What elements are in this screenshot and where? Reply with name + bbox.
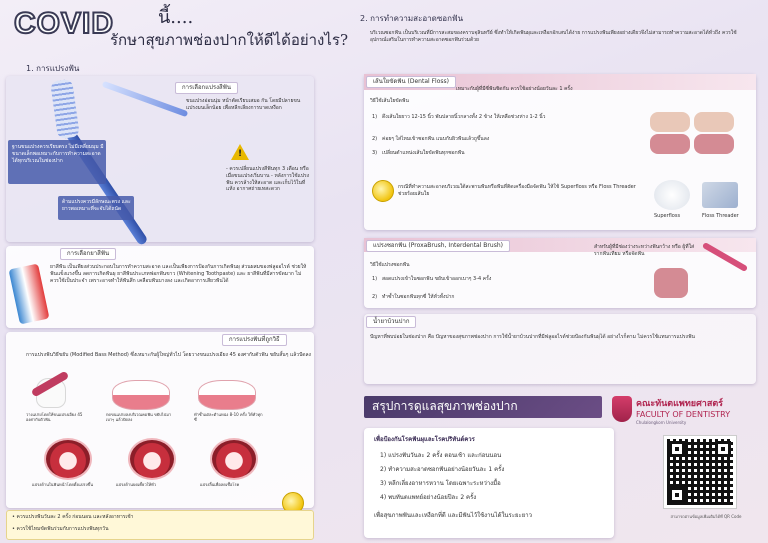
interdental-num-1: 1) — [372, 276, 378, 282]
method-step-3: ทำซ้ำแต่ละตำแหน่ง 8-10 ครั้ง ให้ทั่วทุกซี่ — [194, 412, 263, 423]
floss-num-3: 3) — [372, 150, 378, 156]
floss-step-3: เปลี่ยนตำแหน่งเส้นใยขัดฟันทุกซอกฟัน — [382, 150, 465, 156]
floss-tag: เส้นใยขัดฟัน (Dental Floss) — [366, 76, 456, 88]
threader-label: Floss Threader — [702, 213, 739, 219]
summary-item-2: 2) ทำความสะอาดซอกฟันอย่างน้อยวันละ 1 ครั้ง — [380, 466, 505, 473]
method-text: การแปรงฟันวิธีขยับ (Modified Bass Method) ซึ่งเหมาะกับผู้ใหญ่ทั่วไป โดยวางขนแปรงเอียง 45 องศากับตัวฟัน ขยับสั้นๆ แล้วปัดลง — [26, 352, 311, 358]
floss-step-2: ค่อยๆ ใส่ไหมเข้าซอกฟัน แนบกับผิวฟันแล้วถูขึ้นลง — [382, 136, 490, 142]
warning-text: - ควรเปลี่ยนแปรงสีฟันทุก 3 เดือน หรือ เมื่อขนแปรงเริ่มบาน - หลังการใช้แปรงฟัน ควรล้างให้สะอาด และเก็บไว้ในที่แห้ง อากาศถ่ายเทสะดวก — [226, 166, 310, 193]
summary-item-4: 4) พบทันตแพทย์อย่างน้อยปีละ 2 ครั้ง — [380, 494, 477, 501]
interdental-tag: แปรงซอกฟัน (ProxaBrush, Interdental Brush) — [366, 240, 510, 252]
warning-exclamation: ! — [238, 149, 243, 159]
summary-item-1: 1) แปรงฟันวันละ 2 ครั้ง ตอนเช้า และก่อนนอน — [380, 452, 502, 459]
teeth-diagram-3 — [198, 380, 256, 410]
mouth-diagram-6 — [210, 438, 258, 480]
interdental-step-2: ทำซ้ำในซอกฟันทุกซี่ ให้ทั่วทั้งปาก — [382, 294, 455, 300]
method-step-6: แปรงลิ้นเพื่อลดเชื้อโรค — [200, 482, 240, 487]
floss-teeth-photo — [694, 134, 734, 154]
summary-box-head: เพื่อป้องกันโรคฟันผุและโรคปริทันต์ควร — [374, 436, 475, 443]
brush-handle-text: ด้ามแปรงควรมีลักษณะตรง และ ยาวพอเหมาะที่จะจับได้ถนัด — [62, 199, 131, 212]
method-step-5: แปรงด้านบดเคี้ยวให้ทั่ว — [116, 482, 157, 487]
summary-title: สรุปการดูแลสุขภาพช่องปาก — [372, 399, 518, 413]
mouthwash-tag: น้ำยาบ้วนปาก — [366, 316, 416, 328]
floss-num-2: 2) — [372, 136, 378, 142]
choose-brush-tag: การเลือกแปรงสีฟัน — [175, 82, 238, 94]
mouth-diagram-4 — [44, 438, 92, 480]
method-step-1: วางแปรงโดยให้ขนแปรงเอียง 45 องศากับตัวฟัน — [26, 412, 83, 423]
method-step-2: กดขนแปรงลงบริเวณคอฟัน ขยับไปมาเบาๆ แล้วปัดลง — [106, 412, 172, 423]
toothpaste-panel — [6, 246, 314, 328]
floss-tip-bulb-icon — [372, 180, 394, 202]
page-subtitle: รักษาสุขภาพช่องปากให้ดีได้อย่างไร? — [110, 31, 349, 49]
superfloss-image — [654, 180, 690, 210]
qr-finder-top-right — [715, 441, 731, 457]
mouthwash-text: ปัญหาที่พบบ่อยในช่องปาก คือ ปัญหาของสุขภาพช่องปาก การใช้น้ำยาบ้วนปากที่มีฟลูออไรด์ช่วยป้องกันฟันผุได้ อย่างไรก็ตาม ไม่ควรใช้แทนการแปรงฟัน — [370, 334, 695, 340]
interdental-desc: สำหรับผู้ที่มีช่องว่างระหว่างฟันกว้าง หรือ ผู้ที่ใส่รากฟันเทียม หรือจัดฟัน — [594, 244, 695, 257]
interdental-how: วิธีใช้แปรงซอกฟัน — [370, 262, 410, 268]
floss-desc: เหมาะกับผู้ที่มีซี่ฟันชิดกัน ควรใช้อย่างน้อยวันละ 1 ครั้ง — [456, 86, 573, 92]
university-name: Chulalongkorn University — [636, 420, 687, 425]
summary-closing: เพื่อสุขภาพฟันและเหงือกที่ดี และมีฟันไว้ใช้งานได้ในระยะยาว — [374, 512, 532, 519]
qr-finder-bottom-left — [669, 487, 685, 503]
floss-tip: กรณีที่ทำความสะอาดบริเวณใต้สะพานฟันหรือฟันที่ติดเครื่องมือจัดฟัน ให้ใช้ Superfloss หรือ Floss Threader ช่วยร้อยเส้นใย — [398, 184, 636, 197]
title-covid: COVID — [14, 7, 115, 40]
interdental-num-2: 2) — [372, 294, 378, 300]
interdental-teeth-photo — [654, 268, 688, 298]
teeth-diagram-2 — [112, 380, 170, 410]
faculty-name-th: คณะทันตแพทยศาสตร์ — [636, 399, 724, 409]
section1-heading: 1. การแปรงฟัน — [26, 64, 80, 73]
mouth-diagram-5 — [128, 438, 176, 480]
tip-1: • ควรแปรงฟันวันละ 2 ครั้ง ก่อนนอน และหลังอาหารเช้า — [12, 514, 134, 520]
floss-mouth-photo — [650, 134, 690, 154]
floss-hand-photo-1 — [650, 112, 690, 132]
qr-code[interactable] — [664, 436, 736, 508]
title-nee: นี้.... — [158, 7, 194, 28]
method-step-4: แปรงด้านในฟันหน้าโดยตั้งแปรงขึ้น — [32, 482, 93, 487]
faculty-seal-logo — [612, 396, 632, 422]
qr-caption: สามารถอ่านข้อมูลเพิ่มเติมได้ที่ QR Code — [670, 514, 742, 519]
interdental-step-1: สอดแปรงเข้าในซอกฟัน ขยับเข้าออกเบาๆ 3-4 ครั้ง — [382, 276, 492, 282]
floss-num-1: 1) — [372, 114, 378, 120]
floss-how: วิธีใช้เส้นใยขัดฟัน — [370, 98, 409, 104]
qr-finder-top-left — [669, 441, 685, 457]
summary-item-3: 3) หลีกเลี่ยงอาหารหวาน โดยเฉพาะระหว่างมื้อ — [380, 480, 501, 487]
faculty-name-en: FACULTY OF DENTISTRY — [636, 410, 731, 419]
threader-image — [702, 182, 738, 208]
floss-hand-photo-2 — [694, 112, 734, 132]
toothpaste-text: ยาสีฟัน เป็นเพียงส่วนประกอบในการทำความสะอาด และเป็นเพียงการป้องกันการเกิดฟันผุ ส่วนผสมของฟลูออไรด์ ช่วยให้ฟันแข็งแรงขึ้น ลดการเกิดฟันผุ ยาสีฟันประเภทฟอกฟันขาว (Whitening Toothpaste) และ ยาสีฟันที่มีสารขัดมาก ไม่ควรใช้เป็นประจำ เพราะอาจทำให้ฟันสึก เคลือบฟันบางลง และเกิดอาการเสียวฟันได้ — [50, 264, 307, 284]
floss-step-1: ดึงเส้นใยยาว 12-15 นิ้ว พันปลายนิ้วกลางทั้ง 2 ข้าง ให้เหลือช่วงห่าง 1-2 นิ้ว — [382, 114, 546, 120]
section2-intro: บริเวณซอกฟัน เป็นบริเวณที่มีการสะสมของคราบจุลินทรีย์ ซึ่งทำให้เกิดฟันผุและเหงือกอักเสบได้ง่าย การแปรงฟันเพียงอย่างเดียวจึงไม่สามารถทำความสะอาดได้ทั่วถึง ควรใช้อุปกรณ์เสริมในการทำความสะอาดซอกฟันร่วมด้วย — [370, 30, 737, 43]
section2-heading: 2. การทำความสะอาดซอกฟัน — [360, 14, 464, 23]
method-tag: การแปรงฟันที่ถูกวิธี — [222, 334, 287, 346]
tip-2: • ควรใช้ไหมขัดฟันร่วมกับการแปรงฟันทุกวัน — [12, 526, 109, 532]
mouthwash-panel — [364, 314, 756, 384]
brush-stand-text: ฐานขนแปรงควรเรียบตรง ไม่มีเหลี่ยมมุม มีขนาดเล็กพอเหมาะกับการทำความสะอาดได้ทุกบริเวณในช่องปาก — [12, 144, 104, 164]
choose-brush-text: ขนแปรงอ่อนนุ่ม หน้าตัดเรียบเสมอ กัน โดยมีปลายขนแปรงมนเล็กน้อย เพื่อหลีกเลี่ยงการบาดเหงือก — [186, 98, 301, 111]
superfloss-label: Superfloss — [654, 213, 681, 219]
toothpaste-tag: การเลือกยาสีฟัน — [60, 248, 116, 260]
